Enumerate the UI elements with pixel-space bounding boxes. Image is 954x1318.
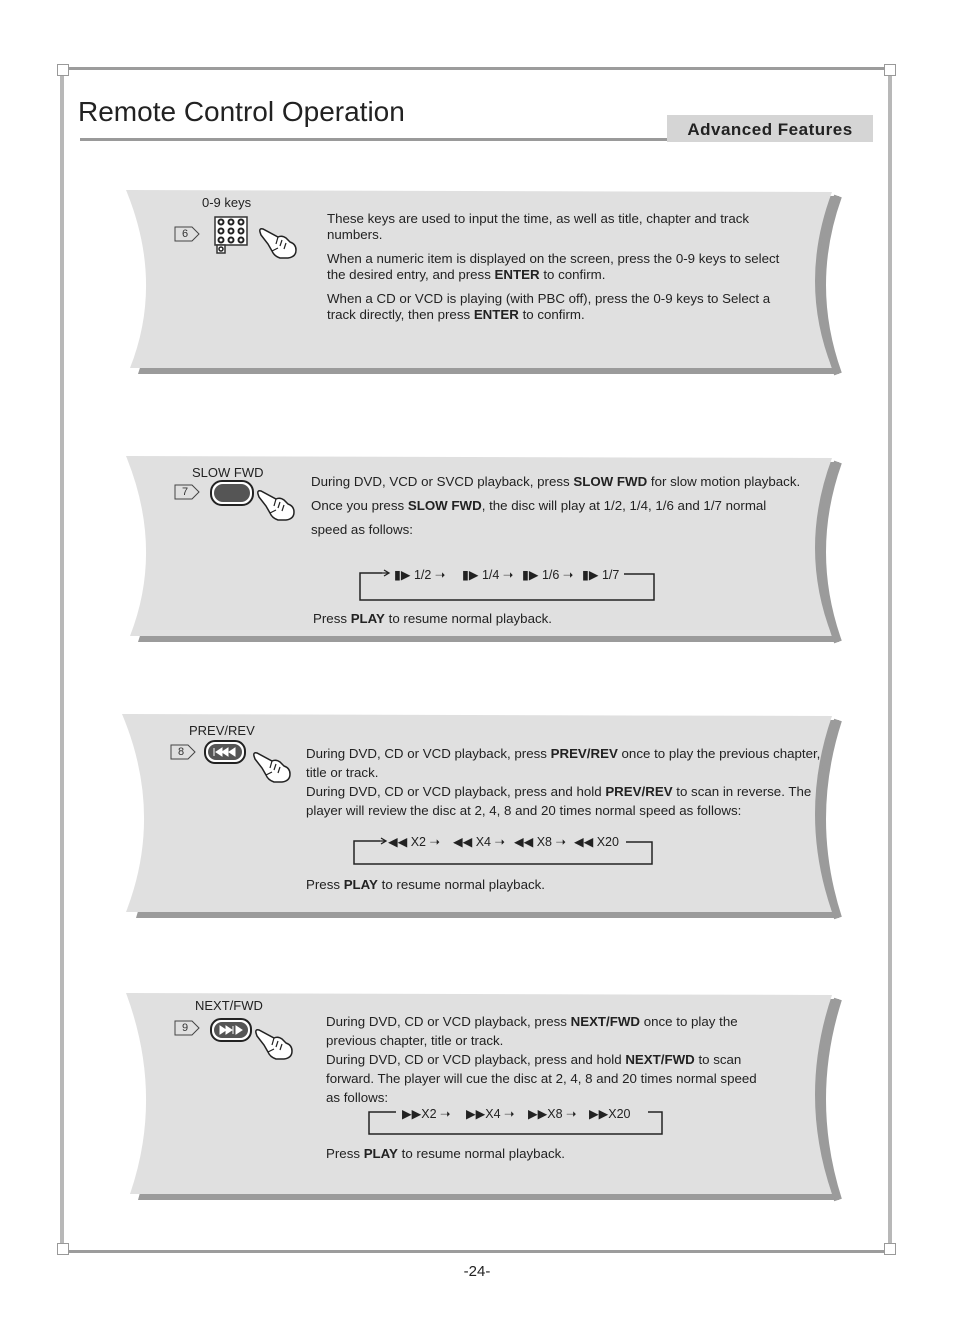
key-name-label: NEXT/FWD (195, 998, 263, 1013)
speed-step: ▶▶X8 ➝ (528, 1107, 577, 1121)
bold-term: SLOW FWD (407, 498, 482, 513)
title-divider (80, 138, 667, 141)
speed-step: ◀◀ X20 (574, 835, 619, 849)
speed-value: 1/6 (541, 568, 560, 582)
bold-term: NEXT/FWD (625, 1052, 695, 1067)
prev-rev-button-icon (204, 740, 246, 764)
speed-value: X2 (421, 1107, 437, 1121)
speed-step: ◀◀ X4 ➝ (453, 835, 505, 849)
paragraph: When a CD or VCD is playing (with PBC off), press the 0-9 keys to Select a track directly, then press ENTER to confirm. (327, 291, 771, 322)
section-panel-0-9-keys (126, 190, 846, 376)
speed-value: 1/2 (413, 568, 432, 582)
numeric-keypad-icon (214, 216, 248, 254)
speed-value: X20 (596, 835, 619, 849)
frame-corner-bl (57, 1243, 69, 1255)
speed-value: 1/4 (481, 568, 500, 582)
key-name-label: SLOW FWD (192, 465, 264, 480)
section-panel-next-fwd (126, 993, 846, 1202)
pointing-hand-icon (258, 226, 300, 262)
section-text-0-9-keys (327, 211, 797, 323)
speed-value: X8 (547, 1107, 563, 1121)
speed-step: ▶▶X4 ➝ (466, 1107, 515, 1121)
key-number: 7 (181, 486, 189, 498)
section-panel-prev-rev (122, 714, 846, 920)
section-text-next-fwd (326, 1012, 766, 1107)
section-panel-slow-fwd (126, 456, 846, 644)
bold-term: SLOW FWD (573, 474, 648, 489)
page-number: -24- (463, 1263, 491, 1280)
resume-text: Press PLAY to resume normal playback. (313, 611, 552, 626)
speed-step: ▮▶ 1/2 ➝ (394, 568, 446, 582)
speed-value: X20 (608, 1107, 631, 1121)
key-name-label: 0-9 keys (202, 195, 252, 210)
section-text-prev-rev (306, 744, 822, 820)
speed-step: ▮▶ 1/7 (582, 568, 620, 582)
bold-term: PREV/REV (550, 746, 618, 761)
speed-value: X2 (410, 835, 426, 849)
key-name-label: PREV/REV (189, 723, 255, 738)
paragraph: During DVD, CD or VCD playback, press and hold NEXT/FWD to scan forward. The player will cue the disc at 2, 4, 8 and 20 times normal speed as follows: (326, 1052, 757, 1105)
slow-fwd-button-icon (210, 480, 254, 506)
section-text-slow-fwd (311, 470, 801, 542)
speed-step: ▶▶X2 ➝ (402, 1107, 451, 1121)
key-number: 8 (177, 746, 185, 758)
bold-term: PLAY (363, 1146, 398, 1161)
frame-corner-tr (884, 64, 896, 76)
page-title: Remote Control Operation (78, 96, 405, 127)
key-number: 9 (181, 1022, 189, 1034)
resume-text: Press PLAY to resume normal playback. (326, 1146, 565, 1161)
key-number: 6 (181, 228, 189, 240)
paragraph: When a numeric item is displayed on the screen, press the 0-9 keys to select the desired entry, and press ENTER to confirm. (327, 251, 780, 282)
pointing-hand-icon (252, 750, 294, 786)
next-fwd-button-icon (210, 1018, 252, 1042)
pointing-hand-icon (254, 1027, 296, 1063)
speed-step: ◀◀ X2 ➝ (388, 835, 440, 849)
speed-step: ▶▶X20 (589, 1107, 631, 1121)
speed-value: X4 (485, 1107, 501, 1121)
paragraph: During DVD, CD or VCD playback, press PREV/REV once to play the previous chapter, title or track. (306, 746, 821, 780)
speed-step: ▮▶ 1/6 ➝ (522, 568, 574, 582)
frame-corner-tl (57, 64, 69, 76)
paragraph: Once you press SLOW FWD, the disc will play at 1/2, 1/4, 1/6 and 1/7 normal speed as follows: (311, 498, 767, 537)
speed-step: ▮▶ 1/4 ➝ (462, 568, 514, 582)
bold-term: ENTER (473, 307, 519, 322)
speed-step: ◀◀ X8 ➝ (514, 835, 566, 849)
speed-value: 1/7 (601, 568, 620, 582)
speed-value: X8 (536, 835, 552, 849)
resume-text: Press PLAY to resume normal playback. (306, 877, 545, 892)
bold-term: NEXT/FWD (570, 1014, 641, 1029)
bold-term: ENTER (494, 267, 540, 282)
paragraph: During DVD, CD or VCD playback, press NEXT/FWD once to play the previous chapter, title or track. (326, 1014, 738, 1048)
bold-term: PLAY (350, 611, 385, 626)
speed-value: X4 (475, 835, 491, 849)
paragraph: During DVD, VCD or SVCD playback, press SLOW FWD for slow motion playback. (311, 474, 801, 489)
pointing-hand-icon (256, 488, 298, 524)
bold-term: PLAY (343, 877, 378, 892)
paragraph: These keys are used to input the time, as well as title, chapter and track numbers. (327, 211, 750, 242)
section-badge: Advanced Features (667, 115, 873, 142)
bold-term: PREV/REV (605, 784, 673, 799)
paragraph: During DVD, CD or VCD playback, press and hold PREV/REV to scan in reverse. The player will review the disc at 2, 4, 8 and 20 times normal speed as follows: (306, 784, 812, 818)
frame-corner-br (884, 1243, 896, 1255)
